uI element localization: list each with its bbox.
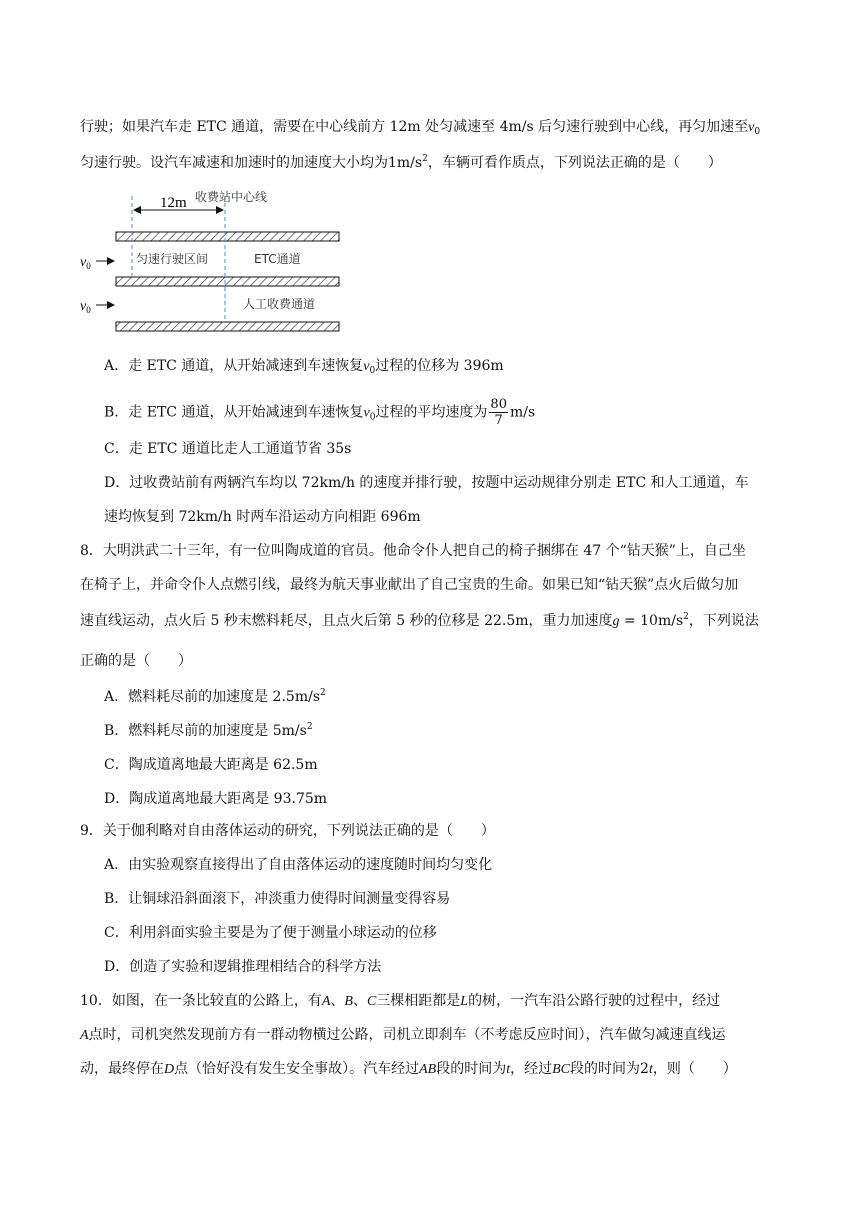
q7-option-d-line-2: 速均恢复到 72km/h 时两车沿运动方向相距 696m [104, 509, 421, 525]
center-line-label: 收费站中心线 [195, 190, 268, 204]
zone-label: 匀速行驶区间 [136, 252, 209, 266]
q8-stem-line-4: 正确的是（ ） [80, 653, 192, 669]
q7-option-d-line-1: D．过收费站前有两辆汽车均以 72km/h 的速度并排行驶，按题中运动规律分别走 ETC 和人工通道，车 [104, 475, 749, 491]
barrier-top [116, 232, 339, 241]
q8-option-c: C．陶成道离地最大距离是 62.5m [104, 757, 318, 773]
q8-stem-line-3: 速直线运动，点火后 5 秒末燃料耗尽，且点火后第 5 秒的位移是 22.5m，重力加速度$g = 10m/s^2$，下列说法 [80, 612, 759, 629]
q8-option-a: A．燃料耗尽前的加速度是 $2.5m/s^2$ [104, 688, 326, 705]
q7-stem-line-1: 行驶；如果汽车走 ETC 通道，需要在中心线前方 12m 处匀减速至 4m/s 后匀速行驶到中心线，再匀加速至$v_0$ [80, 119, 761, 137]
etc-lane-label: ETC通道 [254, 252, 301, 266]
dimension-label: 12m [160, 195, 187, 211]
q8-stem-line-2: 在椅子上，并命令仆人点燃引线，最终为航天事业献出了自己宝贵的生命。如果已知“钻天猴”点火后做匀加 [80, 577, 739, 593]
q10-stem-line-1: 10．如图，在一条比较直的公路上，有A、B、C三棵相距都是L的树，一汽车沿公路行驶的过程中，经过 [80, 993, 721, 1009]
q8-option-b: B．燃料耗尽前的加速度是 $5m/s^2$ [104, 722, 313, 739]
q9-stem: 9．关于伽利略对自由落体运动的研究，下列说法正确的是（ ） [80, 823, 495, 839]
q7-option-a: A．走 ETC 通道，从开始减速到车速恢复$v_0$过程的位移为 396m [104, 358, 504, 376]
v0-label-manual: $v_0$ [80, 299, 91, 315]
q8-option-d: D．陶成道离地最大距离是 93.75m [104, 791, 328, 807]
q9-option-a: A．由实验观察直接得出了自由落体运动的速度随时间均匀变化 [104, 857, 493, 873]
toll-station-figure [78, 186, 348, 336]
q9-option-b: B．让铜球沿斜面滚下，冲淡重力使得时间测量变得容易 [104, 891, 451, 907]
q9-option-c: C．利用斜面实验主要是为了便于测量小球运动的位移 [104, 925, 437, 941]
q7-option-c: C．走 ETC 通道比走人工通道节省 35s [104, 441, 352, 457]
fraction: $\frac{80}{7}$ [490, 397, 507, 428]
barrier-bottom [116, 322, 339, 331]
q9-option-d: D．创造了实验和逻辑推理相结合的科学方法 [104, 959, 382, 975]
manual-lane-label: 人工收费通道 [243, 297, 316, 311]
q8-stem-line-1: 8．大明洪武二十三年，有一位叫陶成道的官员。他命令仆人把自己的椅子捆绑在 47 个“钻天猴”上，自己坐 [80, 543, 746, 559]
q7-stem-line-2: 匀速行驶。设汽车减速和加速时的加速度大小均为$1m/s^2$，车辆可看作质点，下列说法正确的是（ ） [80, 154, 722, 171]
barrier-middle [116, 277, 339, 286]
q10-stem-line-3: 动，最终停在D点（恰好没有发生安全事故）。汽车经过AB段的时间为t，经过BC段的时间为2t，则（ ） [80, 1061, 737, 1077]
q10-stem-line-2: A点时，司机突然发现前方有一群动物横过公路，司机立即刹车（不考虑反应时间），汽车做匀减速直线运 [80, 1027, 726, 1043]
q7-option-b: B．走 ETC 通道，从开始减速到车速恢复$v_0$过程的平均速度为 $\frac{80}{7}$ m/s [104, 397, 536, 428]
v0-label-etc: $v_0$ [80, 255, 91, 271]
